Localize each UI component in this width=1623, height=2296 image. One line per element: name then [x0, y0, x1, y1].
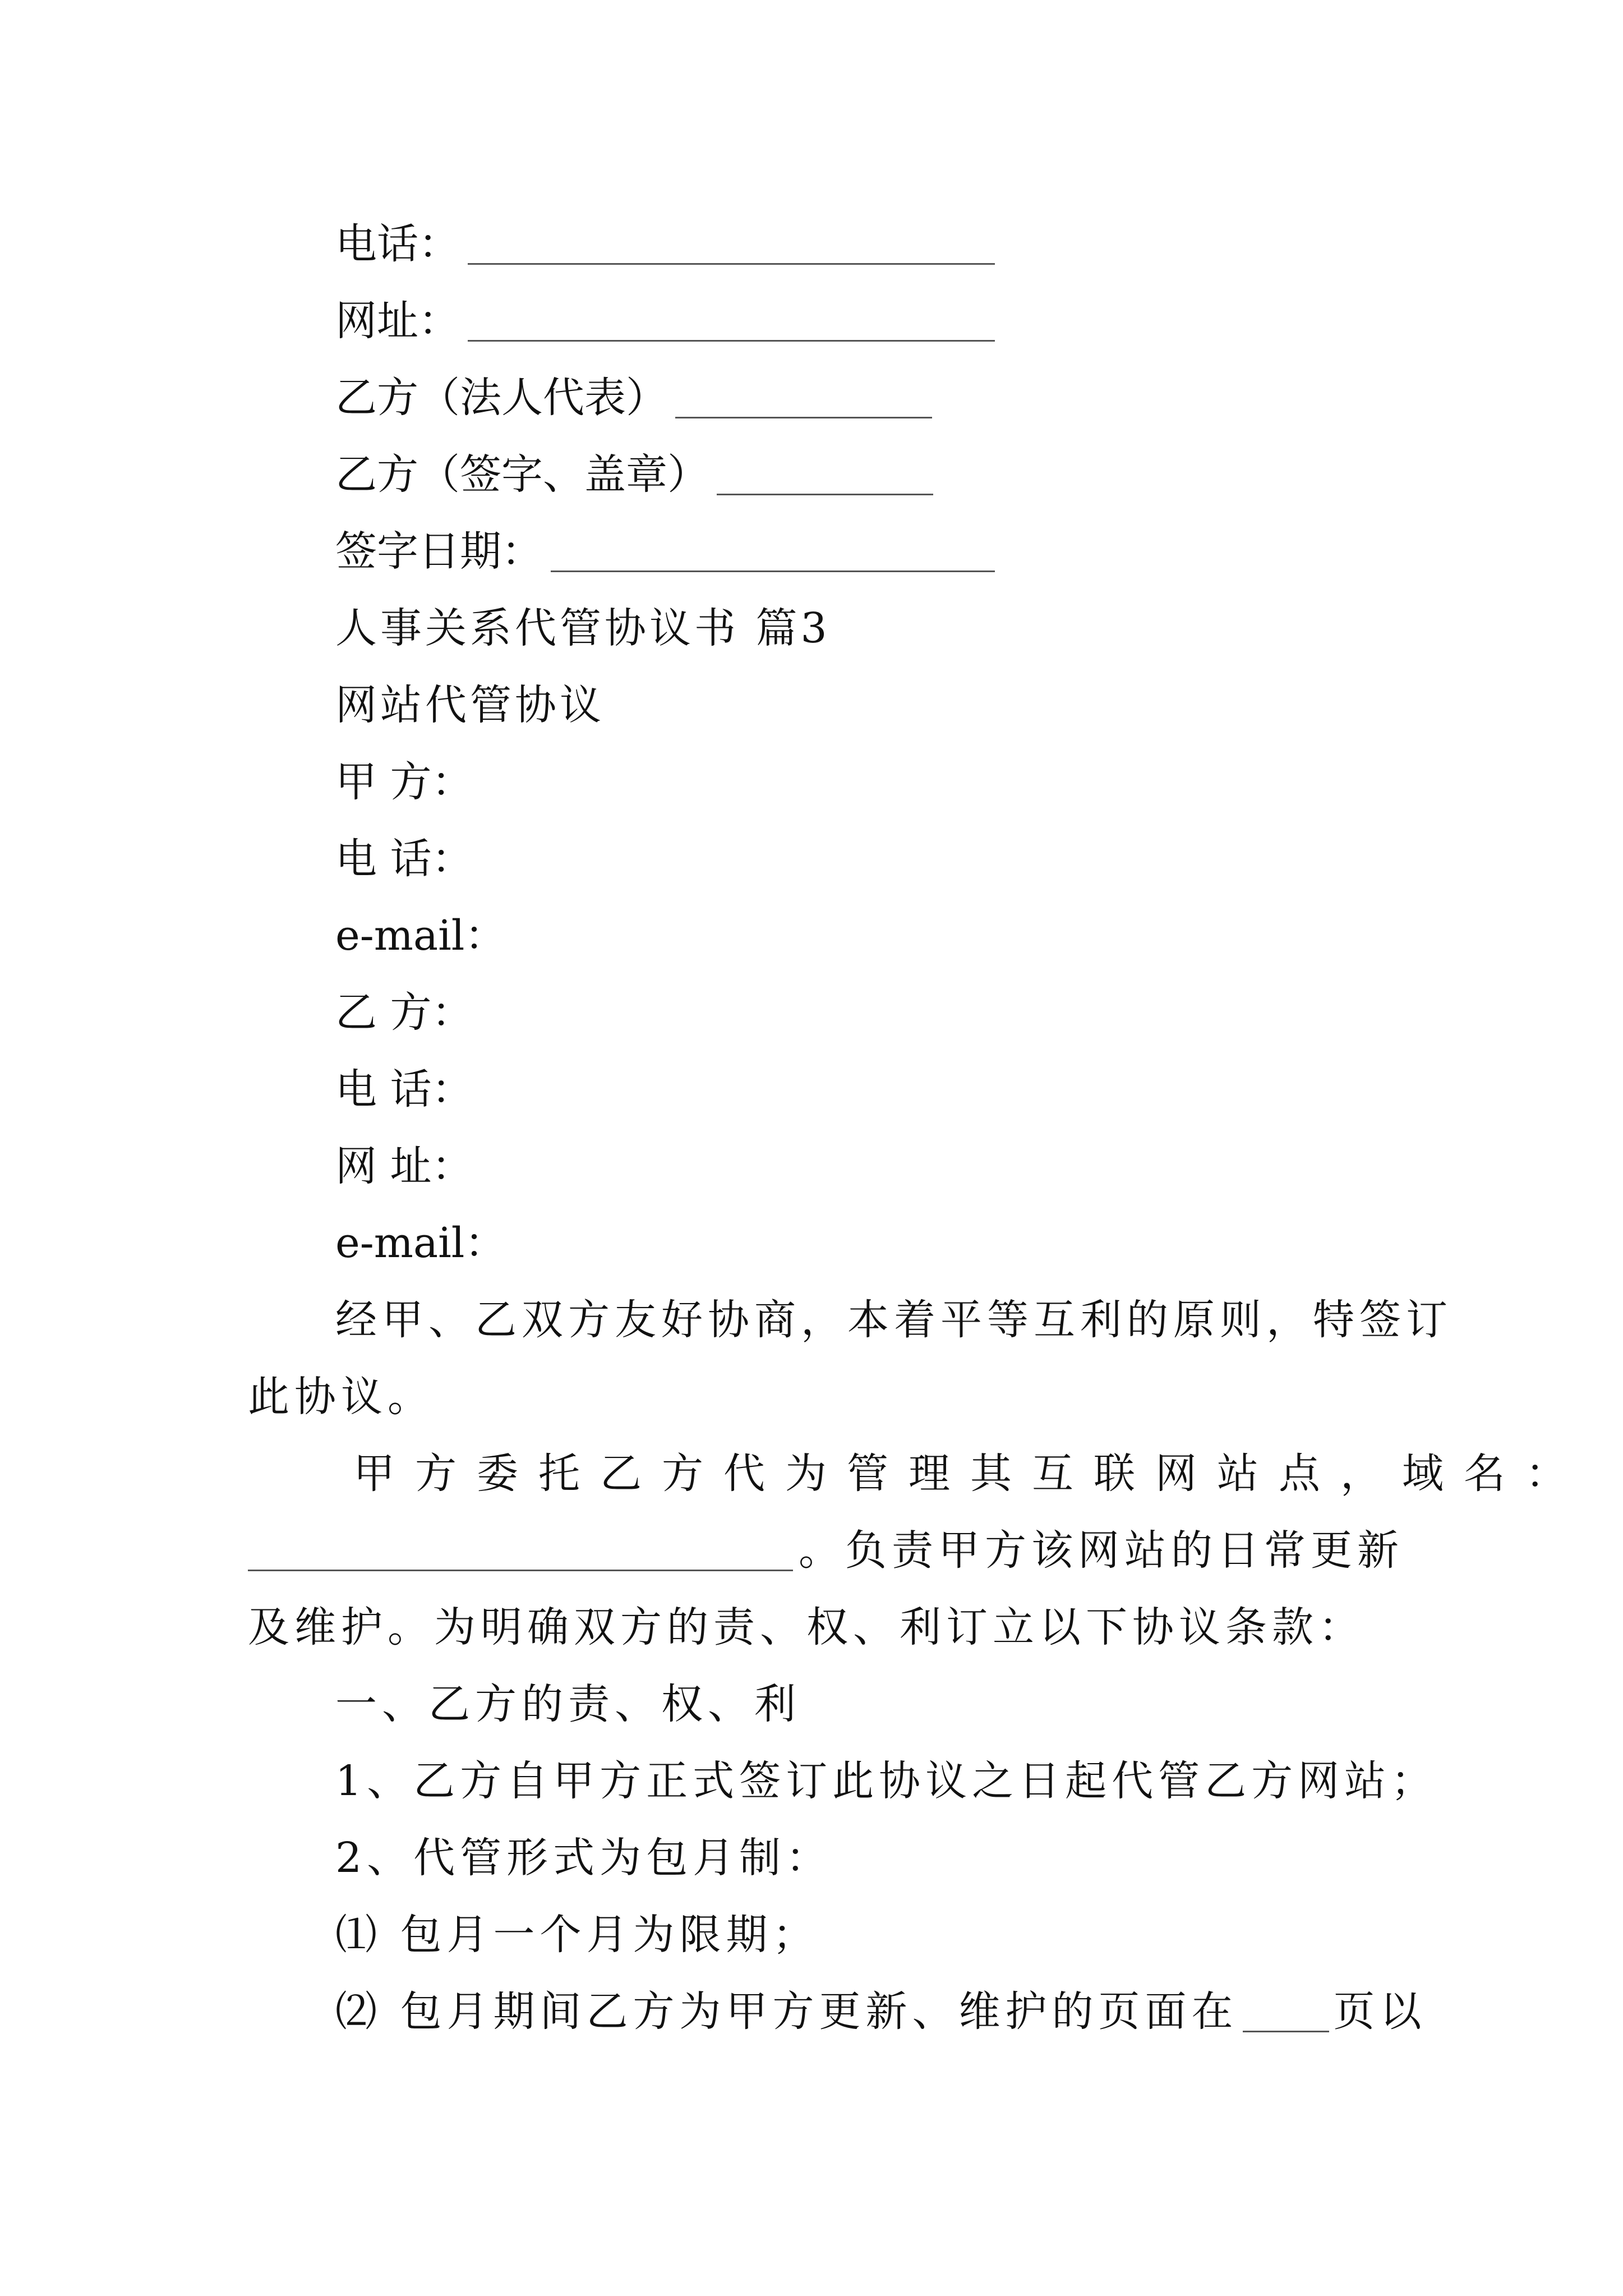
- sign-date-line: [335, 527, 995, 576]
- party-b-phone-label: 电 话：: [335, 1065, 473, 1114]
- item-2-2-text: ⑵ 包月期间乙方为甲方更新、维护的页面在: [335, 1987, 1238, 2036]
- paragraph-2-line-2-text: 。负责甲方该网站的日常更新: [799, 1526, 1404, 1575]
- website-label: 网址：: [335, 297, 460, 345]
- party-a-label: 甲 方：: [335, 758, 473, 806]
- phone-label: 电话：: [335, 220, 460, 268]
- party-b-email-label: e-mail：: [335, 1219, 506, 1267]
- paragraph-2-line-3: 及维护。为明确双方的责、权、利订立以下协议条款：: [248, 1603, 1365, 1651]
- sign-date-label: 签字日期：: [335, 527, 543, 576]
- section-1-heading: 一、乙方的责、权、利: [335, 1680, 801, 1728]
- paragraph-2-line-2: [248, 1526, 1404, 1575]
- party-a-phone-label: 电 话：: [335, 835, 473, 883]
- item-2: 2、代管形式为包月制：: [335, 1834, 833, 1882]
- website-line: [335, 297, 995, 345]
- party-b-rep-label: 乙方（法人代表）: [335, 374, 667, 422]
- paragraph-1-line-1: 经甲、乙双方友好协商，本着平等互利的原则，特签订: [335, 1296, 1453, 1344]
- phone-blank: [468, 226, 995, 265]
- party-b-sign-blank: [717, 457, 933, 495]
- party-b-rep-line: [335, 374, 932, 422]
- party-b-website-label: 网 址：: [335, 1142, 473, 1190]
- party-b-label: 乙 方：: [335, 988, 473, 1037]
- party-b-sign-label: 乙方（签字、盖章）: [335, 450, 709, 499]
- website-blank: [468, 303, 995, 342]
- section-heading: 人事关系代管协议书 篇3: [335, 604, 831, 652]
- item-2-2-tail: 页以: [1333, 1987, 1427, 2036]
- party-b-sign-line: [335, 450, 933, 499]
- pages-blank: [1243, 1994, 1329, 2032]
- item-2-2: [335, 1987, 1427, 2036]
- party-a-email-label: e-mail：: [335, 912, 506, 960]
- paragraph-1-line-2: 此协议。: [248, 1373, 434, 1421]
- sign-date-blank: [551, 533, 995, 572]
- party-b-rep-blank: [675, 380, 932, 418]
- phone-line: [335, 220, 995, 268]
- item-2-1: ⑴ 包月一个月为限期；: [335, 1911, 819, 1959]
- paragraph-2-line-1: 甲方委托乙方代为管理其互联网站点，域名：: [353, 1450, 1587, 1498]
- agreement-title: 网站代管协议: [335, 681, 605, 729]
- domain-blank: [248, 1533, 793, 1571]
- item-1: 1、乙方自甲方正式签订此协议之日起代管乙方网站；: [335, 1757, 1438, 1805]
